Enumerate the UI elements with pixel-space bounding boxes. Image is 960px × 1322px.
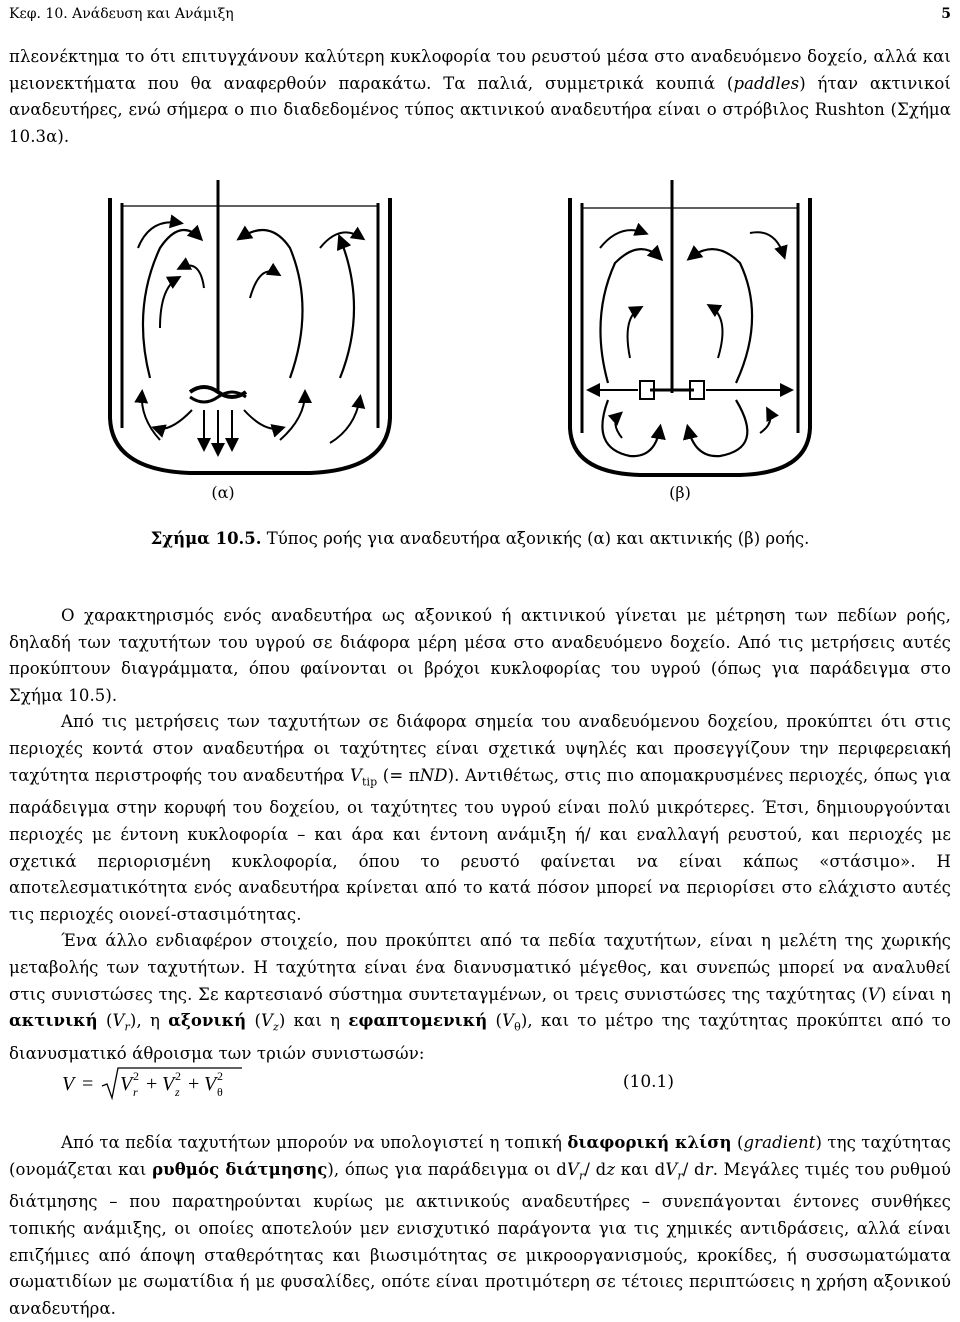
svg-text:2: 2 — [175, 1069, 181, 1083]
svg-text:r: r — [133, 1085, 138, 1099]
svg-text:z: z — [175, 1085, 180, 1099]
caption-label: Σχήμα 10.5. — [150, 529, 262, 548]
svg-text:=: = — [82, 1073, 94, 1095]
equation-10-1 — [62, 1064, 942, 1114]
paragraph-3: Ένα άλλο ενδιαφέρον στοιχείο, που προκύπτει από τα πεδία ταχυτήτων, είναι η μελέτη της χωρικής μεταβολής των ταχυτήτων. Η ταχύτητα είναι ένα διανυσματικό μέγεθος, και συνεπώς μπορεί να αναλυθεί στις συνιστώσες της. Σε καρτεσιανό σύστημα συντεταγμένων, οι τρεις συνιστώσες της ταχύτητας (V) είναι η ακτινική $(V_r)$, η αξονική $(V_z)$ και η εφαπτομενική $(V_\theta)$, και το μέτρο της ταχύτητας προκύπτει από το διανυσματικό άθροισμα των τριών συνιστωσών: — [9, 931, 952, 1064]
caption-text: Τύπος ροής για αναδευτήρα αξονικής (α) και ακτινικής (β) ροής. — [261, 529, 810, 548]
svg-text:θ: θ — [217, 1085, 223, 1099]
paragraph-2: Από τις μετρήσεις των ταχυτήτων σε διάφορα σημεία του αναδευόμενου δοχείου, προκύπτει ότι στις περιοχές κοντά στον αναδευτήρα οι ταχύτητες είναι σχετικά υψηλές και προσεγγίζουν την περιφερειακή ταχύτητα περιστροφής του αναδευτήρα $V_{tip}$ (= πND). Αντιθέτως, στις πιο απομακρυσμένες περιοχές, όπως για παράδειγμα στην κορυφή του δοχείου, οι ταχύτητες του υγρού είναι πολύ μικρότερες. Έτσι, δημιουργούνται περιοχές με έντονη κυκλοφορία – και άρα και έντονη ανάμιξη ή/ και εναλλαγή ρευστού, και περιοχές με σχετικά περιορισμένη κυκλοφορία, όπου το ρευστό φαίνεται να είναι κάπως «στάσιμο». Η αποτελεσματικότητα ενός αναδευτήρα κρίνεται από το κατά πόσον μπορεί να περιορίσει στο ελάχιστο αυτές τις περιοχές οιονεί-στασιμότητας. — [9, 712, 951, 924]
svg-text:+: + — [146, 1073, 158, 1095]
paragraph-4: Από τα πεδία ταχυτήτων μπορούν να υπολογιστεί η τοπική διαφορική κλίση (gradient) της ταχύτητας (ονομάζεται και ρυθμός διάτμησης), όπως για παράδειγμα οι $dV_r/$ dz και $dV_r/$ dr. Μεγάλες τιμές του ρυθμού διάτμησης – που παρατηρούνται κυρίως με ακτινικούς αναδευτήρες – συνεπάγονται έντονες συνθήκες τοπικής ανάμιξης, οι οποίες αποτελούν μεν ενισχυτικό παράγοντα για τις χημικές αντιδράσεις, αλλά είναι επιζήμιες από άποψη σταθερότητας και βιωσιμότητας σε μικροοργανισμούς, κροκίδες, ή συσσωματώματα σωματιδίων με σωματίδια ή με φυσαλίδες, οπότε είναι προτιμότερη σε τέτοιες περιπτώσεις η χρήση αξονικού αναδευτήρα. — [9, 1133, 951, 1318]
page-header — [9, 2, 951, 26]
figure-radial-flow — [560, 178, 820, 478]
svg-text:V: V — [162, 1073, 175, 1095]
intro-italic: paddles — [733, 73, 800, 93]
intro-text-2: ) ήταν ακτινικοί αναδευτήρες, ενώ σήμερα ο πιο διαδεδομένος τύπος ακτινικού αναδευτήρα είναι ο στρόβιλος Rushton (Σχήμα 10.3α). — [9, 73, 951, 146]
intro-paragraph — [9, 44, 951, 150]
svg-text:V: V — [204, 1073, 217, 1095]
figure-label-a: (α) — [211, 483, 235, 502]
svg-text:V: V — [120, 1073, 133, 1095]
page-number: 5 — [941, 6, 951, 22]
equation-number: (10.1) — [622, 1072, 674, 1092]
chapter-title: Κεφ. 10. Ανάδευση και Ανάμιξη — [9, 6, 234, 22]
paragraph-1: Ο χαρακτηρισμός ενός αναδευτήρα ως αξονικού ή ακτινικού γίνεται με μέτρηση των πεδίων ροής, δηλαδή των ταχυτήτων του υγρού σε διάφορα μέρη μέσα στο αναδευόμενο δοχείο. Από τις μετρήσεις αυτές προκύπτουν διαγράμματα, όπου φαίνονται οι βρόχοι κυκλοφορίας του υγρού (όπως για παράδειγμα στο Σχήμα 10.5). — [9, 606, 951, 705]
figure-label-b: (β) — [669, 483, 691, 502]
svg-text:2: 2 — [217, 1069, 223, 1083]
svg-text:2: 2 — [133, 1069, 139, 1083]
svg-text:+: + — [188, 1073, 200, 1095]
intro-text-1: πλεονέκτημα το ότι επιτυγχάνουν καλύτερη κυκλοφορία του ρευστού μέσα στο αναδευόμενο δοχείο, αλλά και μειονεκτήματα που θα αναφερθούν παρακάτω. Τα παλιά, συμμετρικά κουπιά ( — [9, 47, 951, 93]
body-text — [9, 603, 951, 1068]
figure-axial-flow — [100, 178, 400, 478]
equation-formula — [62, 1064, 262, 1114]
body-text-2 — [9, 1130, 951, 1322]
figure-caption — [0, 529, 960, 548]
svg-text:V: V — [62, 1073, 75, 1095]
